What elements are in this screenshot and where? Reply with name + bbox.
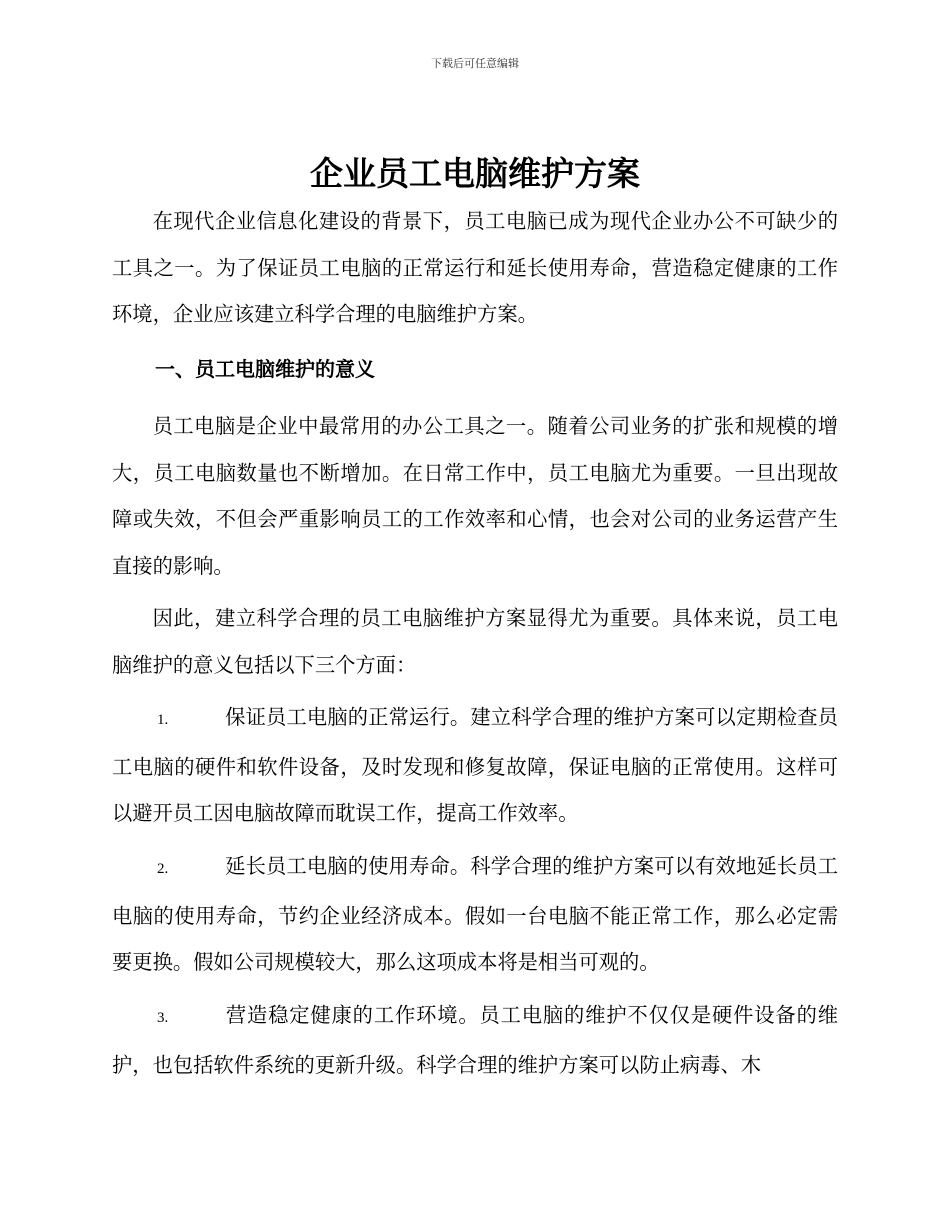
list-item-3 [112,992,838,1088]
list-item-2 [112,843,838,986]
list-item-text: 营造稳定健康的工作环境。员工电脑的维护不仅仅是硬件设备的维护，也包括软件系统的更新升级。科学合理的维护方案可以防止病毒、木 [112,1003,838,1077]
list-number: 3. [157,1010,169,1026]
paragraph-1: 员工电脑是企业中最常用的办公工具之一。随着公司业务的扩张和规模的增大，员工电脑数量也不断增加。在日常工作中，员工电脑尤为重要。一旦出现故障或失效，不但会严重影响员工的工作效率和心情，也会对公司的业务运营产生直接的影响。 [112,414,838,578]
list-number: 2. [157,861,169,877]
list-item-text: 保证员工电脑的正常运行。建立科学合理的维护方案可以定期检查员工电脑的硬件和软件设备，及时发现和修复故障，保证电脑的正常使用。这样可以避开员工因电脑故障而耽误工作，提高工作效率。 [112,705,838,825]
list-number: 1. [157,712,169,728]
intro-paragraph: 在现代企业信息化建设的背景下，员工电脑已成为现代企业办公不可缺少的工具之一。为了保证员工电脑的正常运行和延长使用寿命，营造稳定健康的工作环境，企业应该建立科学合理的电脑维护方案。 [112,209,838,326]
list-item-text: 延长员工电脑的使用寿命。科学合理的维护方案可以有效地延长员工电脑的使用寿命，节约企业经济成本。假如一台电脑不能正常工作，那么必定需要更换。假如公司规模较大，那么这项成本将是相当可观的。 [112,854,838,974]
header-note: 下载后可任意编辑 [431,57,519,70]
section-heading-1: 一、员工电脑维护的意义 [155,357,375,381]
paragraph-2: 因此，建立科学合理的员工电脑维护方案显得尤为重要。具体来说，员工电脑维护的意义包括以下三个方面： [112,606,838,677]
list-item-1 [112,694,838,837]
document-title: 企业员工电脑维护方案 [310,154,640,193]
